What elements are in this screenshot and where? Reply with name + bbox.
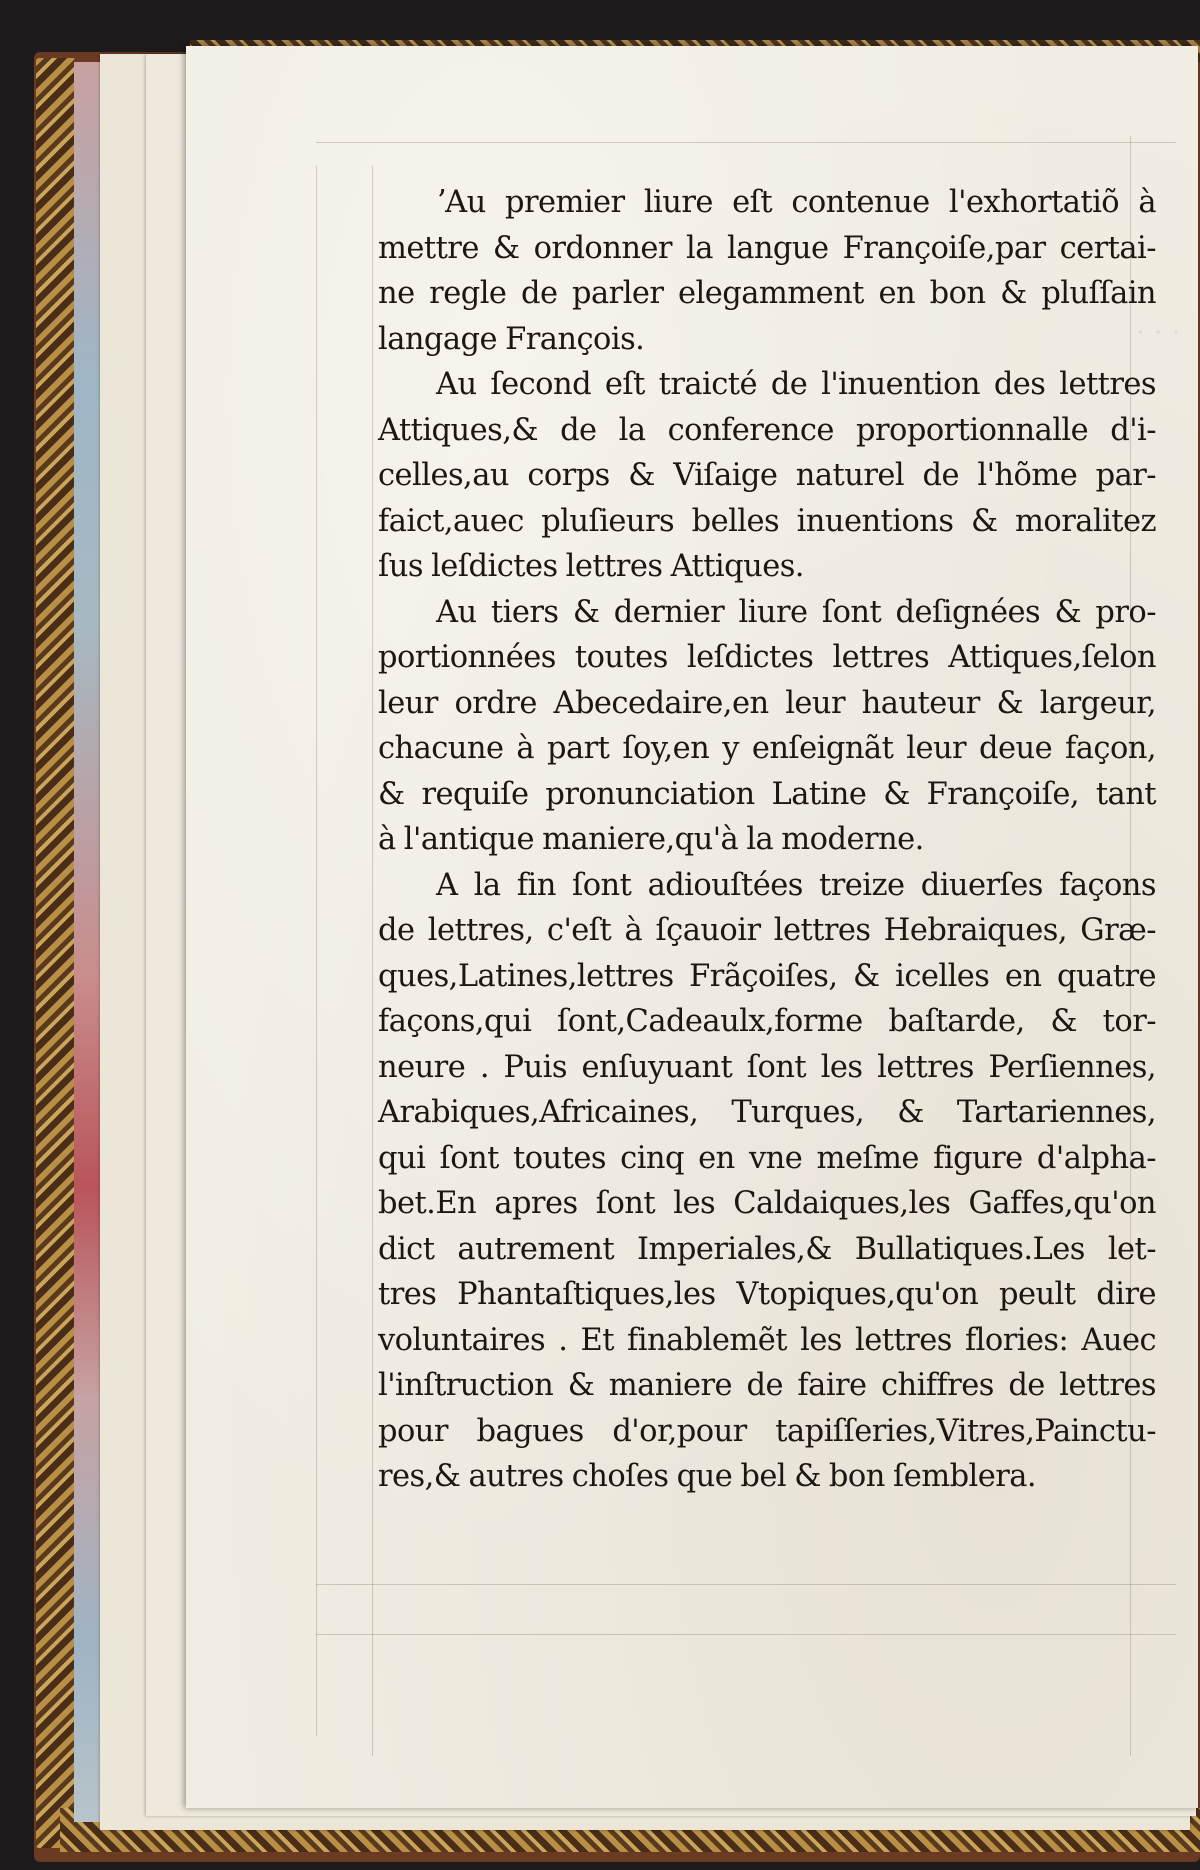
text-line: leur ordre Abecedaire,en leur hauteur & largeur, — [378, 685, 1156, 721]
text-line: chacune à part ſoy,en y enſeignãt leur deue façon, — [378, 731, 1156, 766]
paragraph-appendix — [378, 863, 1156, 1500]
text-line: à l'antique maniere,qu'à la moderne. — [378, 822, 924, 857]
ruled-line-top — [316, 142, 1176, 143]
text-line: celles,au corps & Viſaige naturel de l'hõme par- — [378, 458, 1156, 493]
text-line: ʼAu premier liure eſt contenue l'exhortatiõ à — [436, 185, 1156, 220]
text-line: portionnées toutes leſdictes lettres Attiques,ſelon — [378, 640, 1156, 675]
text-line: A la fin ſont adiouſtées treize diuerſes façons — [436, 867, 1156, 903]
text-line: tres Phantaſtiques,les Vtopiques,qu'on peult dire — [378, 1277, 1156, 1312]
text-line: ques,Latines,lettres Frãçoiſes, & icelles en quatre — [378, 958, 1156, 994]
text-line: Attiques,& de la conference proportionnalle d'i- — [378, 412, 1156, 448]
text-line: façons,qui ſont,Cadeaulx,forme baſtarde, & tor- — [378, 1004, 1156, 1039]
gilt-border-left — [36, 58, 76, 1848]
text-line: de lettres, c'eſt à ſçauoir lettres Hebraiques, Græ- — [378, 913, 1156, 948]
text-line: & requiſe pronunciation Latine & Françoiſe, tant — [378, 776, 1156, 812]
text-line: Au tiers & dernier liure ſont deſignées & pro- — [436, 594, 1156, 630]
text-line: langage François. — [378, 321, 645, 357]
text-line: res,& autres choſes que bel & bon ſemblera. — [378, 1459, 1037, 1494]
text-line: neure . Puis enſuyuant ſont les lettres Perſiennes, — [378, 1049, 1156, 1085]
show-through: · · · — [1136, 316, 1181, 349]
text-line: faict,auec pluſieurs belles inuentions & moralitez — [378, 503, 1156, 539]
paragraph-third-book — [378, 590, 1156, 863]
text-line: voluntaires . Et finablemẽt les lettres flories: Auec — [378, 1322, 1156, 1358]
ruled-line-left — [316, 166, 317, 1736]
ruled-line-inner-left — [372, 166, 373, 1756]
ruled-line-lower — [316, 1634, 1176, 1635]
text-line: mettre & ordonner la langue Françoiſe,par certai- — [378, 230, 1156, 266]
text-line: pour bagues d'or,pour tapiſſeries,Vitres,Painctu- — [378, 1413, 1156, 1449]
text-line: qui ſont toutes cinq en vne meſme figure d'alpha- — [378, 1140, 1156, 1176]
paragraph-second-book — [378, 362, 1156, 590]
text-line: dict autrement Imperiales,& Bullatiques.Les let- — [378, 1231, 1156, 1267]
text-line: l'inſtruction & maniere de faire chiffres de lettres — [378, 1368, 1156, 1403]
text-line: ſus leſdictes lettres Attiques. — [378, 549, 804, 584]
ruled-line-bottom — [316, 1584, 1176, 1585]
text-line: Au ſecond eſt traicté de l'inuention des lettres — [436, 367, 1156, 402]
text-line: Arabiques,Africaines, Turques, & Tartariennes, — [378, 1095, 1156, 1130]
text-line: bet.En apres ſont les Caldaiques,les Gaffes,qu'on — [378, 1186, 1156, 1221]
paragraph-first-book — [378, 180, 1156, 362]
body-text — [378, 180, 1156, 1500]
text-line: ne regle de parler elegamment en bon & pluſſain — [378, 276, 1156, 311]
